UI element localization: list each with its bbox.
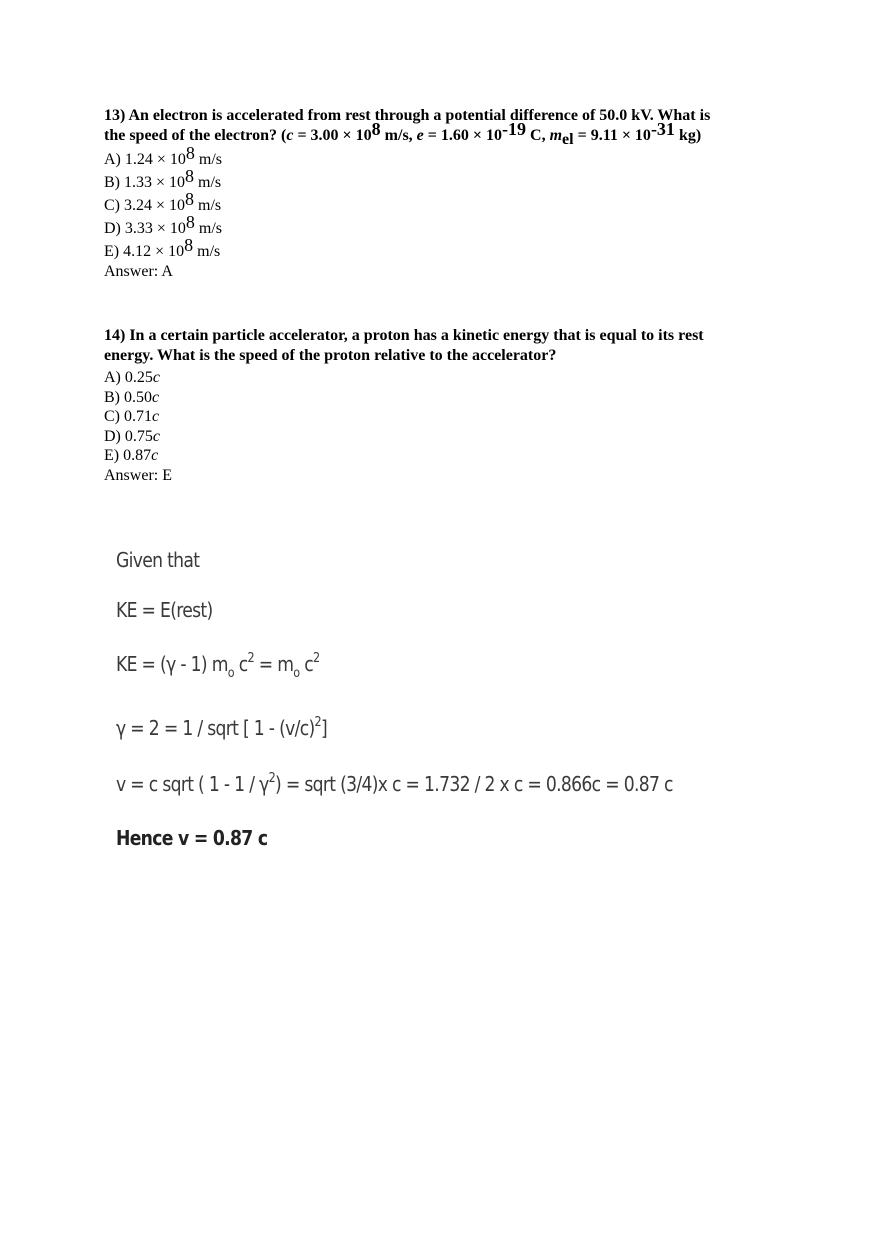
question-13-answer: Answer: A (104, 263, 173, 280)
question-14-option-d: D) 0.75c (104, 427, 160, 445)
question-14-answer: Answer: E (104, 466, 172, 484)
question-13 (104, 106, 784, 281)
solution-line-ke-formula: KE = (γ - 1) $m_o$ $c^2 = m_o$ $c^2$ (116, 651, 320, 681)
question-14 (104, 326, 784, 486)
question-14-option-c: C) 0.71c (104, 408, 160, 426)
solution-line-ke-rest: KE = E(rest) (116, 598, 213, 622)
question-13-stem-line-1: 13) An electron is accelerated from rest through a potential difference of 50.0 kV. What is (104, 107, 711, 124)
question-14-stem: 14) In a certain particle accelerator, a proton has a kinetic energy that is equal to its rest energy. What is the speed of the proton relative to the accelerator? (104, 327, 704, 364)
question-13-option-e: E) 4.12 × 108 m/s (104, 235, 221, 260)
solution-line-result: Hence v = 0.87 c (116, 826, 268, 850)
question-14-option-e: E) 0.87c (104, 447, 159, 465)
question-14-option-b: B) 0.50c (104, 388, 160, 406)
question-13-option-c: C) 3.24 × 108 m/s (104, 189, 222, 214)
solution-line-gamma: γ = 2 = 1 / sqrt [ $1 - (v/c)^2$] (116, 715, 327, 740)
question-13-option-a: A) 1.24 × 108 m/s (104, 143, 223, 168)
solution-line-velocity: v = c sqrt ( $1 - 1 / \gamma^2$) = sqrt (3/4)x c = 1.732 / 2 x c = 0.866c = 0.87 c (116, 771, 673, 796)
question-13-stem: 13) An electron is accelerated from rest through a potential difference of 50.0 kV. What is the speed of the electron? (c = 3.00 × 108 m/s, e = 1.60 × 10-19 C, mel = 9.11 × 10-31 kg) (104, 107, 711, 148)
solution-line-given: Given that (116, 548, 200, 572)
question-13-option-d: D) 3.33 × 108 m/s (104, 212, 223, 237)
question-14-option-a: A) 0.25c (104, 369, 160, 386)
question-13-option-b: B) 1.33 × 108 m/s (104, 166, 222, 191)
